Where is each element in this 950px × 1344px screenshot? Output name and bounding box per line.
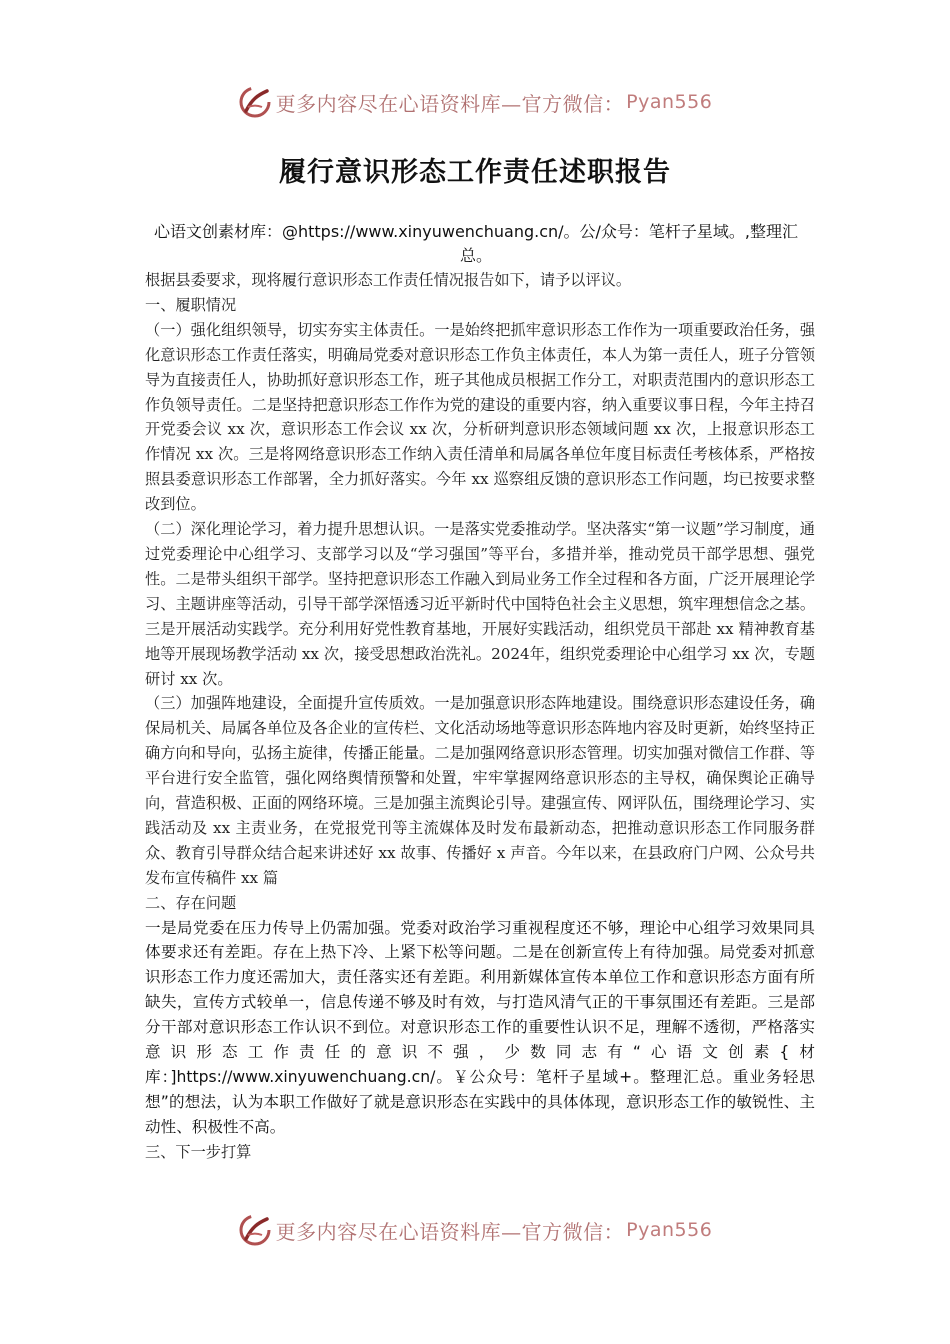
body-paragraph: （一）强化组织领导，切实夯实主体责任。一是始终把抓牢意识形态工作作为一项重要政治任务，强化意识形态工作责任落实，明确局党委对意识形态工作负主体责任，本人为第一责任人，班子分管领导为直接责任人，协助抓好意识形态工作，班子其他成员根据工作分工，对职责范围内的意识形态工作负领导责任。二是坚持把意识形态工作作为党的建设的重要内容，纳入重要议事日程，今年主持召开党委会议 xx 次，意识形态工作会议 xx 次，分析研判意识形态领域问题 xx 次，上报意识形态工作情况 xx 次。三是将网络意识形态工作纳入责任清单和局属各单位年度目标责任考核体系，严格按照县委意识形态工作部署，全力抓好落实。今年 xx 巡察组反馈的意识形态工作问题，均已按要求整改到位。 <box>145 320 815 514</box>
intro-paragraph: 根据县委要求，现将履行意识形态工作责任情况报告如下，请予以评议。 <box>145 271 631 289</box>
banner-handle: Pyan556 <box>626 91 713 113</box>
source-line: 心语文创素材库：@https://www.xinyuwenchuang.cn/。公/众号：笔杆子星域。,整理汇总。 <box>153 222 799 265</box>
banner-handle: Pyan556 <box>626 1219 713 1241</box>
banner-text: 更多内容尽在心语资料库—官方微信： <box>275 91 625 116</box>
brush-swirl-logo-icon <box>238 85 272 119</box>
banner-text: 更多内容尽在心语资料库—官方微信： <box>275 1219 625 1244</box>
body-paragraph: （二）深化理论学习，着力提升思想认识。一是落实党委推动学。坚决落实“第一议题”学习制度，通过党委理论中心组学习、支部学习以及“学习强国”等平台，多措并举，推动党员干部学思想、强党性。二是带头组织干部学。坚持把意识形态工作融入到局业务工作全过程和各方面，广泛开展理论学习、主题讲座等活动，引导干部学深悟透习近平新时代中国特色社会主义思想，筑牢理想信念之基。三是开展活动实践学。充分利用好党性教育基地，开展好实践活动，组织党员干部赴 xx 精神教育基地等开展现场教学活动 xx 次，接受思想政治洗礼。2024年，组织党委理论中心组学习 xx 次，专题研讨 xx 次。 <box>145 520 815 688</box>
document-title: 履行意识形态工作责任述职报告 <box>279 157 671 188</box>
section-heading: 二、存在问题 <box>145 893 237 912</box>
body-paragraph: 一是局党委在压力传导上仍需加强。党委对政治学习重视程度还不够，理论中心组学习效果同具体要求还有差距。存在上热下冷、上紧下松等问题。二是在创新宣传上有待加强。局党委对抓意识形态工作力度还需加大，责任落实还有差距。利用新媒体宣传本单位工作和意识形态方面有所缺失，宣传方式较单一，信息传递不够及时有效，与打造风清气正的干事氛围还有差距。三是部分干部对意识形态工作认识不到位。对意识形态工作的重要性认识不足，理解不透彻，严格落实意识形态工作责任的意识不强，少数同志有“心语文创素{材库：]https://www.xinyuwenchuang.cn/。￥公众号：笔杆子星域+。整理汇总。重业务轻思想”的想法，认为本职工作做好了就是意识形态在实践中的具体体现，意识形态工作的敏锐性、主动性、积极性不高。 <box>145 918 815 1136</box>
footer-watermark-banner <box>0 1210 950 1250</box>
header-watermark-banner <box>0 82 950 122</box>
document-body <box>145 268 815 1165</box>
section-heading: 一、履职情况 <box>145 295 237 314</box>
brush-swirl-logo-icon <box>238 1213 272 1247</box>
body-paragraph: （三）加强阵地建设，全面提升宣传质效。一是加强意识形态阵地建设。围绕意识形态建设任务，确保局机关、局属各单位及各企业的宣传栏、文化活动场地等意识形态阵地内容及时更新，始终坚持正确方向和导向，弘扬主旋律，传播正能量。二是加强网络意识形态管理。切实加强对微信工作群、等平台进行安全监管，强化网络舆情预警和处置，牢牢掌握网络意识形态的主导权，确保舆论正确导向，营造积极、正面的网络环境。三是加强主流舆论引导。建强宣传、网评队伍，围绕理论学习、实践活动及 xx 主责业务，在党报党刊等主流媒体及时发布最新动态，把推动意识形态工作同服务群众、教育引导群众结合起来讲述好 xx 故事、传播好 x 声音。今年以来，在县政府门户网、公众号共发布宣传稿件 xx 篇 <box>145 694 815 887</box>
section-heading: 三、下一步打算 <box>145 1142 252 1161</box>
